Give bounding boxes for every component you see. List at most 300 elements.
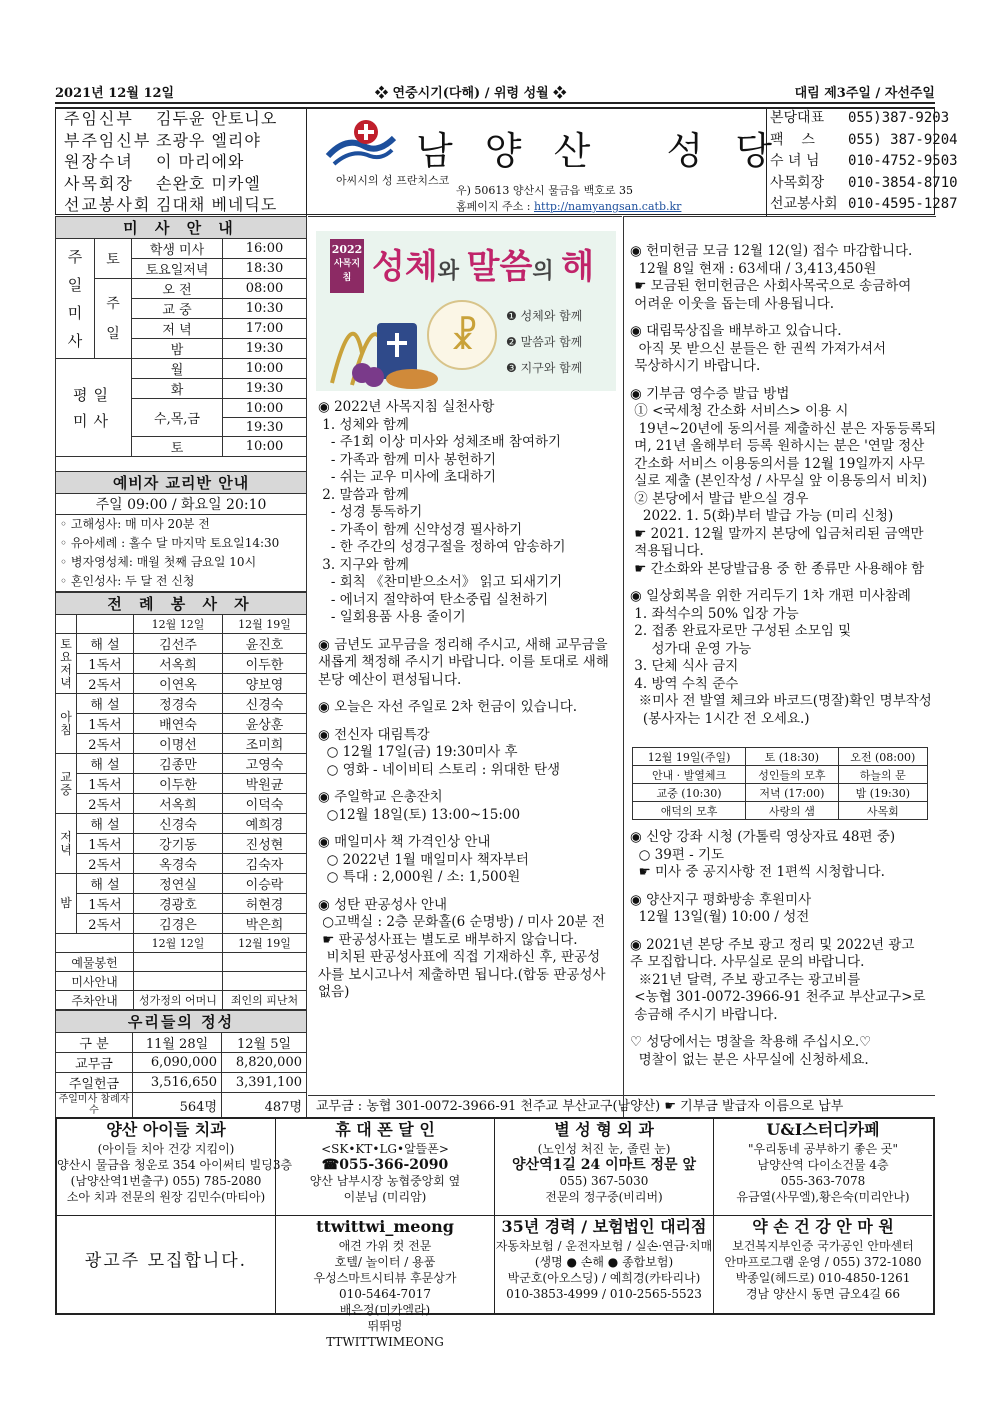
server-name: 박원균	[223, 774, 307, 794]
server-role: 1독서	[77, 774, 134, 794]
offering-label: 주일미사 참례자수	[56, 1093, 133, 1118]
mass-time: 10:00	[223, 359, 307, 379]
notice-line: 1. 좌석수의 50% 입장 가능	[630, 605, 799, 622]
staff-name: 조광우 엘리야	[156, 130, 261, 150]
staff-row	[56, 173, 306, 195]
notice-line: ○ 2022년 1월 매일미사 책자부터	[318, 851, 529, 868]
contact-row	[766, 151, 958, 173]
server-group-label: 아침	[56, 694, 77, 754]
catechumen-title: 예비자 교리반 안내	[56, 472, 307, 494]
right-column	[623, 216, 936, 1118]
contact-value: 010-4752-9503	[848, 153, 958, 169]
notice-line: 송금해 주시기 바랍니다.	[630, 1006, 778, 1023]
notice-line: ♡ 성당에서는 명찰을 착용해 주십시오.♡	[630, 1034, 872, 1050]
notice-line: - 한 주간의 성경구절을 정하여 암송하기	[318, 539, 566, 555]
ad-line: 자동차보험 / 운전자보험 / 실손·연금·치매	[495, 1239, 713, 1253]
notice-line: ☛ 판공성사표는 별도로 배부하지 않습니다.	[318, 931, 578, 948]
ad-title: 광고주 모집합니다.	[84, 1251, 248, 1271]
ad-line: 남양산역 다이소건물 4층	[757, 1158, 889, 1172]
notice-line: ※21년 달력, 주보 광고주는 광고비를	[630, 971, 861, 988]
staff-name: 김대채 베네딕도	[156, 195, 278, 214]
mass-time: 19:30	[223, 418, 307, 437]
ad-title: ttwittwi_meong	[316, 1217, 454, 1236]
ad-title: 별 성 형 외 과	[554, 1120, 654, 1139]
notice-line: 간소화 서비스 이용동의서를 12월 19일까지 사무	[630, 455, 925, 472]
staff-name: 이 마리에와	[156, 152, 245, 171]
ad-title: U&I스터디카페	[766, 1120, 880, 1139]
banner-item: ❶ 성체와 함께	[506, 309, 583, 323]
server-name: 김종만	[134, 754, 223, 774]
note-item: ◦ 병자영성체: 매월 첫째 금요일 10시	[60, 555, 257, 569]
server-group-label: 토요저녁	[56, 634, 77, 694]
notice-line: ◉ 매일미사 책 가격인상 안내	[318, 834, 491, 850]
notice-line: ○고백실 : 2층 문화홀(6 순명방) / 미사 20분 전	[318, 914, 605, 930]
spacer	[630, 882, 926, 892]
ad-box	[714, 1119, 932, 1216]
staff-role: 선교봉사회	[64, 195, 152, 214]
notice-line: 아직 못 받으신 분들은 한 권씩 가져가셔서	[630, 340, 887, 357]
server-date: 12월 12일	[134, 615, 223, 634]
ad-line: 양산시 물금읍 청운로 354 아이써티 빌딩3층	[57, 1158, 293, 1172]
mass-name: 오 전	[132, 279, 223, 299]
staff-role: 주임신부	[64, 109, 134, 128]
ad-line: 애견 가위 컷 전문	[338, 1239, 432, 1253]
ad-line: (노인성 처진 눈, 졸린 눈)	[537, 1142, 671, 1156]
server-group-label: 저녁	[56, 814, 77, 874]
server-role: 2독서	[77, 914, 134, 934]
contact-row	[766, 130, 958, 152]
server-name: 정경숙	[134, 694, 223, 714]
left-column	[55, 216, 307, 1118]
ad-title: 양산 아이들 치과	[106, 1120, 226, 1139]
server-name: 김선주	[134, 634, 223, 654]
offering-table	[55, 1010, 307, 1118]
notice-line: 2022. 1. 5(화)부터 발급 가능 (미리 신청)	[630, 508, 894, 524]
ad-line: 유금열(사무엘),황은숙(미리안나)	[736, 1190, 910, 1204]
spacer	[630, 578, 936, 588]
offering-label: 주일헌금	[56, 1073, 133, 1093]
homepage	[456, 198, 681, 214]
sacrament-notes	[56, 515, 307, 592]
ad-box	[57, 1119, 293, 1216]
mass-time: 10:00	[223, 437, 307, 457]
ad-line: 소아 치과 전문의 원장 김민수(마티아)	[66, 1190, 266, 1204]
ad-box	[495, 1216, 714, 1313]
staff-row	[56, 108, 306, 130]
church-logo-block	[306, 108, 783, 216]
notice-line: ◉ 양산지구 평화방송 후원미사	[630, 891, 812, 908]
contact-label: 수 녀 님	[770, 153, 820, 169]
church-address: 우) 50613 양산시 물금읍 백호로 35	[456, 184, 634, 197]
ad-line: 055-363-7078	[780, 1174, 866, 1188]
mass-title: 미 사 안 내	[56, 217, 307, 239]
staff-name: 손완호 미카엘	[156, 173, 261, 193]
mass-name: 학생 미사	[132, 239, 223, 259]
church-emblem-icon	[326, 118, 396, 168]
contact-list	[766, 108, 958, 216]
right-notices	[630, 243, 936, 728]
notice-line: 실로 제출 (본인작성 / 사무실 앞 이용동의서 비치)	[630, 473, 928, 489]
notice-line: ○ 특대 : 2,000원 / 소: 1,500원	[318, 869, 521, 885]
notice-line: ◉ 2021년 본당 주보 광고 정리 및 2022년 광고	[630, 936, 915, 953]
issue-date: 2021년 12월 12일	[55, 86, 175, 101]
server-role: 해 설	[77, 754, 134, 774]
offering-value: 564명	[133, 1093, 222, 1118]
guide-cell: 12월 19일(주일)	[633, 748, 746, 766]
server-group-label: 교중	[56, 754, 77, 814]
ad-box	[276, 1119, 495, 1216]
catechumen-time: 주일 09:00 / 화요일 20:10	[56, 494, 307, 515]
offering-value: 6,090,000	[133, 1053, 222, 1073]
server-name: 허현경	[223, 894, 307, 914]
server-name: 서옥희	[134, 794, 223, 814]
ad-line: (아이들 치아 건강 지킴이)	[97, 1142, 235, 1156]
ad-line: 이분님 (미리암)	[343, 1190, 427, 1204]
contact-row	[766, 173, 958, 195]
notice-line: 명찰이 없는 분은 사무실에 신청하세요.	[630, 1051, 869, 1068]
server-role: 2독서	[77, 734, 134, 754]
notice-line: ◉ 일상회복을 위한 거리두기 1차 개편 미사참례	[630, 588, 911, 604]
service-label: 주차안내	[56, 991, 134, 1010]
server-role: 1독서	[77, 714, 134, 734]
middle-column	[308, 216, 622, 1118]
ad-line: (남양산역1번출구) 055) 785-2080	[70, 1174, 262, 1188]
server-name: 김숙자	[223, 854, 307, 874]
server-name: 이두한	[134, 774, 223, 794]
ad-box	[57, 1216, 276, 1313]
church-name: 남 양 산 성 당	[416, 129, 783, 173]
mass-name: 저 녁	[132, 319, 223, 339]
banner-title: 성체와 말씀의 해	[372, 247, 595, 287]
notice-line: - 쉬는 교우 미사에 초대하기	[318, 469, 497, 485]
spacer	[318, 824, 609, 834]
notice-line: - 가족과 함께 미사 봉헌하기	[318, 451, 497, 468]
guide-cell: 성인들의 모후	[746, 766, 838, 784]
note-item: ◦ 혼인성사: 두 달 전 신청	[60, 574, 195, 588]
ad-line: 박종일(헤드로) 010-4850-1261	[735, 1271, 911, 1285]
server-role: 2독서	[77, 854, 134, 874]
service-value: 죄인의 피난처	[223, 991, 307, 1010]
server-name: 윤상훈	[223, 714, 307, 734]
notice-line: ◉ 2022년 사목지침 실천사항	[318, 399, 495, 415]
notice-line: 2. 접종 완료자로만 구성된 소모임 및	[630, 623, 852, 639]
contact-label: 팩 스	[770, 131, 815, 148]
offering-value: 3,516,650	[133, 1073, 222, 1093]
server-name: 옥경숙	[134, 854, 223, 874]
guide-cell: 밤 (19:30)	[838, 784, 927, 802]
staff-role: 부주임신부	[64, 130, 152, 150]
contact-value: 010-4595-1287	[848, 196, 958, 212]
patron: 아씨시의 성 프란치스코	[336, 174, 450, 187]
note-item: ◦ 고해성사: 매 미사 20분 전	[60, 517, 210, 531]
notice-line: 묵상하시기 바랍니다.	[630, 358, 761, 374]
mass-name: 수,목,금	[132, 399, 223, 437]
mass-name: 월	[132, 359, 223, 379]
server-name: 이연옥	[134, 674, 223, 694]
server-role: 해 설	[77, 634, 134, 654]
mass-name: 교 중	[132, 299, 223, 319]
contact-value: 055) 387-9204	[848, 131, 958, 148]
ad-line: 안마프로그램 운영 / 055) 372-1080	[724, 1255, 922, 1269]
notice-line: 2. 말씀과 함께	[318, 486, 409, 503]
mass-name: 밤	[132, 339, 223, 359]
notice-line: ○ 영화 - 네이비티 스토리 : 위대한 탄생	[318, 761, 561, 778]
notice-line: - 주1회 이상 미사와 성체조배 참여하기	[318, 434, 562, 450]
ad-line: 배은정(미카엘라)	[339, 1303, 431, 1317]
server-name: 경광호	[134, 894, 223, 914]
service-value	[134, 953, 223, 972]
contact-label: 사목회장	[770, 174, 825, 191]
service-value: 성가정의 어머니	[134, 991, 223, 1010]
spacer	[318, 689, 609, 699]
server-role: 2독서	[77, 674, 134, 694]
banner-badge	[330, 239, 364, 293]
notice-line: - 에너지 절약하여 탄소중립 실천하기	[318, 591, 549, 608]
notice-line: 비치된 판공성사표에 직접 기재하신 후, 판공성	[318, 949, 601, 965]
mass-time: 17:00	[223, 319, 307, 339]
guide-table	[632, 747, 928, 820]
spacer	[630, 1024, 926, 1034]
notice-line: 4. 방역 수칙 준수	[630, 675, 739, 692]
server-role: 해 설	[77, 874, 134, 894]
staff-row	[56, 130, 306, 152]
mass-name: 토요일저녁	[132, 259, 223, 279]
saturday-label: 토	[95, 239, 132, 279]
liturgy-servers-table	[55, 592, 307, 1010]
server-date: 12월 12일	[134, 934, 223, 953]
homepage-label: 홈페이지 주소 :	[456, 200, 531, 213]
notice-line: ◉ 금년도 교무금을 정리해 주시고, 새해 교무금을	[318, 636, 608, 653]
ad-line: 뛰뛰멍	[367, 1319, 403, 1333]
notice-line: ◉ 주일학교 은총잔치	[318, 789, 443, 805]
server-name: 윤진호	[223, 634, 307, 654]
notice-line: ※미사 전 발열 체크와 바코드(명잘)확인 명부작성	[630, 693, 932, 709]
liturgical-week: 대림 제3주일 / 자선주일	[794, 86, 935, 101]
banner-year: 2022	[331, 243, 363, 256]
notice-line: ○12월 18일(토) 13:00~15:00	[318, 806, 521, 823]
ad-line: 보건복지부인증 국가공인 안마센터	[732, 1239, 914, 1253]
mass-schedule-table	[55, 216, 307, 457]
ad-line: "우리동네 공부하기 좋은 곳"	[748, 1142, 898, 1156]
notice-line: ② 본당에서 발급 받으실 경우	[630, 490, 809, 507]
guide-cell: 사목회	[838, 802, 927, 820]
staff-role: 원장수녀	[64, 152, 134, 171]
ad-line: 010-5464-7017	[338, 1287, 432, 1301]
server-role: 1독서	[77, 894, 134, 914]
offering-value: 8,820,000	[222, 1053, 307, 1073]
offering-value: 3,391,100	[222, 1073, 307, 1093]
ad-line: 양산 남부시장 농협중앙회 옆	[309, 1174, 461, 1188]
sunday-mass-label: 주 일 미 사	[56, 239, 95, 359]
guide-cell: 애덕의 모후	[633, 802, 746, 820]
staff-row	[56, 194, 306, 216]
notice-line: 주 모집합니다. 사무실로 문의 바랍니다.	[630, 954, 865, 970]
server-name: 박은희	[223, 914, 307, 934]
notice-line: ○ 39편 - 기도	[630, 846, 725, 863]
server-name: 이두한	[223, 654, 307, 674]
notice-line: ◉ 헌미헌금 모금 12월 12(일) 접수 마감합니다.	[630, 243, 913, 259]
contact-value: 010-3854-8710	[848, 174, 958, 191]
guide-cell: 안내 · 발열체크	[633, 766, 746, 784]
notice-line: 적용됩니다.	[630, 543, 704, 559]
service-value	[223, 953, 307, 972]
spacer	[318, 887, 609, 897]
notice-line: 3. 단체 식사 금지	[630, 658, 739, 674]
notice-line: ◉ 대림묵상집을 배부하고 있습니다.	[630, 323, 842, 339]
service-value	[223, 972, 307, 991]
notice-line: ○ 12월 17일(금) 19:30미사 후	[318, 744, 518, 760]
notice-line: 없음)	[318, 984, 350, 1000]
spacer	[630, 376, 936, 386]
mass-name: 화	[132, 379, 223, 399]
mass-time: 08:00	[223, 279, 307, 299]
notice-line: ◉ 기부금 영수증 발급 방법	[630, 385, 790, 402]
server-name: 이승락	[223, 874, 307, 894]
server-role: 1독서	[77, 654, 134, 674]
server-name: 강기동	[134, 834, 223, 854]
server-name: 이덕숙	[223, 794, 307, 814]
server-name: 양보영	[223, 674, 307, 694]
ad-line: 010-3853-4999 / 010-2565-5523	[506, 1287, 702, 1301]
notice-line: - 일회용품 사용 줄이기	[318, 609, 466, 625]
spacer	[318, 717, 609, 727]
guide-cell: 토 (18:30)	[746, 748, 838, 766]
ad-line: <SK•KT•LG•알뜰폰>	[321, 1142, 449, 1156]
offering-title: 우리들의 정성	[56, 1011, 307, 1033]
mass-time: 19:30	[223, 339, 307, 359]
service-label: 미사안내	[56, 972, 134, 991]
server-date: 12월 19일	[223, 934, 307, 953]
liturgical-season: ❖ 연중시기(다해) / 위령 성월 ❖	[375, 86, 567, 101]
sunday-label: 주 일	[95, 279, 132, 359]
ad-line: 양산역1길 24 이마트 정문 앞	[512, 1157, 696, 1173]
staff-row	[56, 151, 306, 173]
server-date: 12월 19일	[223, 615, 307, 634]
notice-line: 12월 8일 현재 : 63세대 / 3,413,450원	[630, 260, 877, 277]
banner-item: ❸ 지구와 함께	[506, 361, 583, 375]
notice-line: 12월 13일(월) 10:00 / 성전	[630, 909, 810, 925]
staff-role: 사목회장	[64, 173, 134, 193]
mass-time: 10:30	[223, 299, 307, 319]
ad-line: 전문의 정구중(비리버)	[545, 1190, 663, 1204]
guide-cell: 사랑의 샘	[746, 802, 838, 820]
spacer	[630, 313, 936, 323]
notice-line: <농협 301-0072-3966-91 천주교 부산교구>로	[630, 989, 926, 1005]
server-name: 고영숙	[223, 754, 307, 774]
spacer	[318, 779, 609, 789]
notice-line: 1. 성체와 함께	[318, 416, 409, 433]
ad-title: 약 손 건 강 안 마 원	[752, 1217, 894, 1236]
server-group-label: 밤	[56, 874, 77, 934]
service-value	[134, 972, 223, 991]
server-name: 정연실	[134, 874, 223, 894]
mass-time: 18:30	[223, 259, 307, 279]
offering-label: 교무금	[56, 1053, 133, 1073]
banner-items	[506, 303, 582, 381]
notice-line: 어려운 이웃을 돕는데 사용됩니다.	[630, 295, 835, 312]
notice-line: ☛ 간소화와 본당발급용 중 한 종류만 사용해야 함	[630, 560, 925, 577]
server-role: 1독서	[77, 834, 134, 854]
service-label: 예물봉헌	[56, 953, 134, 972]
ad-line: 호텔/ 놀이터 / 용품	[334, 1255, 436, 1269]
mass-name: 토	[132, 437, 223, 457]
notice-line: 새롭게 책정해 주시기 바랍니다. 이를 토대로 새해	[318, 654, 609, 670]
tithe-account-note: 교무금 : 농협 301-0072-3966-91 천주교 부산교구(남양산) ☛ 기부금 발급자 이름으로 납부	[308, 1095, 935, 1117]
ad-line: TTWITTWIMEONG	[326, 1335, 444, 1349]
notice-line: ☛ 2021. 12월 말까지 본당에 입금처리된 금액만	[630, 525, 924, 542]
notice-line: - 가족이 함께 신약성경 필사하기	[318, 521, 523, 538]
top-bar	[55, 80, 935, 102]
ad-line: 경남 양산시 동면 금오4길 66	[745, 1287, 901, 1301]
server-role: 해 설	[77, 814, 134, 834]
notice-line: (봉사자는 1시간 전 오세요.)	[630, 710, 810, 727]
notice-line: ◉ 신앙 강좌 시청 (가톨릭 영상자료 48편 중)	[630, 829, 896, 845]
server-name: 배연숙	[134, 714, 223, 734]
offering-header: 구 분	[56, 1033, 133, 1053]
mass-time: 10:00	[223, 399, 307, 418]
notice-line: 본당 예산이 편성됩니다.	[318, 671, 462, 688]
eucharist-illustration-icon	[322, 293, 502, 389]
server-role: 2독서	[77, 794, 134, 814]
contact-label: 본당대표	[770, 110, 825, 126]
notice-line: 19년~20년에 동의서를 제출하신 분은 자동등록되	[630, 420, 937, 437]
offering-header: 11월 28일	[133, 1033, 222, 1053]
contact-row	[766, 108, 950, 130]
notice-line: 사를 보시고나서 제출하면 됩니다.(합동 판공성사	[318, 966, 606, 983]
notice-line: 며, 21년 올해부터 등록 원하시는 분은 '연말 정산	[630, 438, 925, 454]
ads-section	[55, 1117, 935, 1349]
weekday-mass-label: 평일 미사	[56, 359, 132, 457]
server-name: 예희경	[223, 814, 307, 834]
ad-line: 055) 367-5030	[559, 1174, 649, 1188]
guide-cell: 하늘의 문	[838, 766, 927, 784]
mass-time: 16:00	[223, 239, 307, 259]
notice-line: 성가대 운영 가능	[630, 640, 752, 657]
staff-name: 김두윤 안토니오	[156, 109, 278, 128]
notice-line: ◉ 전신자 대림특강	[318, 726, 430, 743]
guide-cell: 오전 (08:00)	[838, 748, 927, 766]
notice-line: ☛ 모금된 헌미헌금은 사회사목국으로 송금하여	[630, 278, 912, 294]
ad-line: 박군호(아오스딩) / 예희경(카타리나)	[507, 1271, 701, 1285]
ad-title: 휴 대 폰 달 인	[335, 1120, 435, 1139]
contact-row	[766, 194, 958, 216]
middle-notices	[318, 399, 609, 1002]
spacer	[630, 927, 926, 937]
contact-value: 055)387-9203	[848, 110, 950, 126]
banner-sub: 사목지침	[333, 259, 361, 283]
server-role: 해 설	[77, 694, 134, 714]
guide-cell: 저녁 (17:00)	[746, 784, 838, 802]
server-name: 서옥희	[134, 654, 223, 674]
servers-title: 전 례 봉 사 자	[56, 593, 307, 615]
guide-cell: 교중 (10:30)	[633, 784, 746, 802]
mass-time: 19:30	[223, 379, 307, 399]
server-name: 진성현	[223, 834, 307, 854]
server-name: 신경숙	[223, 694, 307, 714]
banner-item: ❷ 말씀과 함께	[506, 335, 583, 349]
homepage-link[interactable]: http://namyangsan.catb.kr	[533, 200, 682, 213]
notice-line: ◉ 오늘은 자선 주일로 2차 헌금이 있습니다.	[318, 699, 578, 715]
spacer	[318, 627, 609, 637]
offering-header: 12월 5일	[222, 1033, 307, 1053]
ad-line: 우성스마트시티뷰 후문상가	[313, 1271, 457, 1285]
notice-line: - 회칙 《찬미받으소서》 읽고 되새기기	[318, 574, 563, 590]
svg-text:☧: ☧	[450, 317, 479, 358]
ad-title: 35년 경력 / 보험법인 대리점	[501, 1217, 707, 1236]
notice-line: ① <국세청 간소화 서비스> 이용 시	[630, 403, 849, 419]
notice-line: - 성경 통독하기	[318, 504, 423, 520]
notice-line: 3. 지구와 함께	[318, 556, 409, 573]
